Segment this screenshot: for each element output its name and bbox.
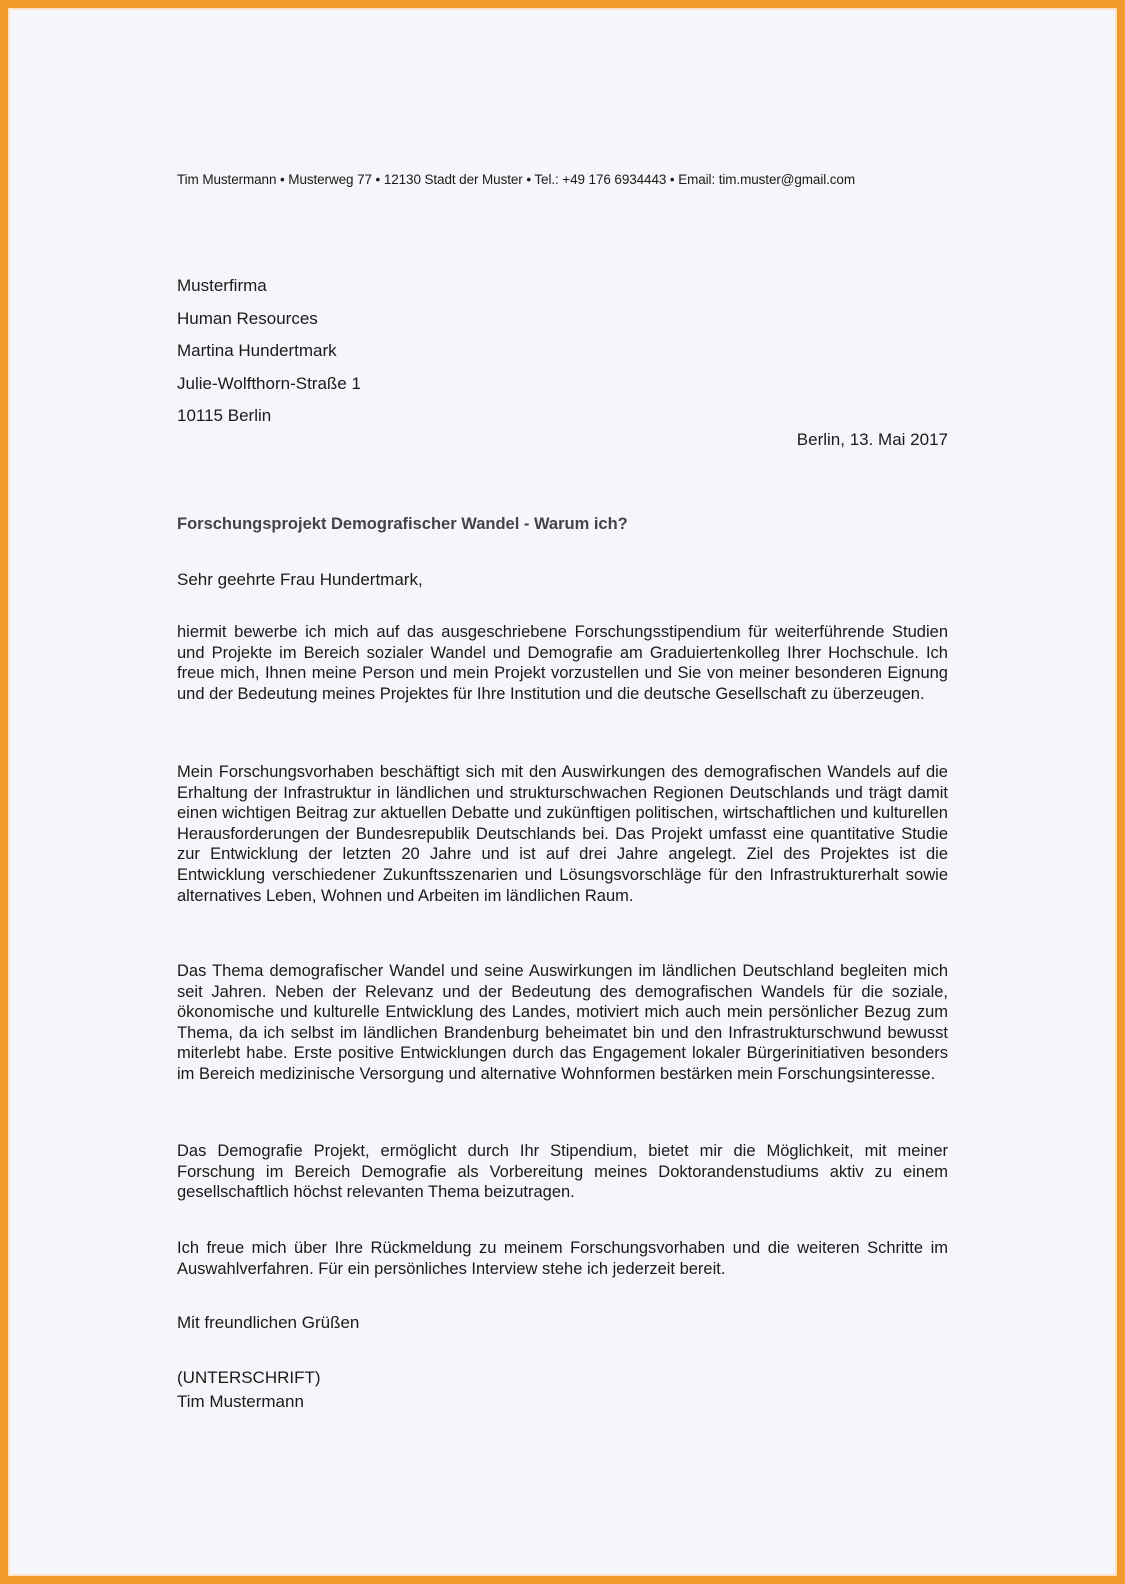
recipient-city: 10115 Berlin — [177, 406, 272, 425]
body-paragraph-2: Mein Forschungsvorhaben beschäftigt sich mit den Auswirkungen des demografischen Wandels auf die Erhaltung der Infrastruktur in ländlichen und strukturschwachen Regionen Deutschlands und trägt damit einen wichtigen Beitrag zur aktuellen Debatte und zukünftigen politischen, wirtschaftlichen und kulturellen Herausforderungen der Bundesrepublik Deutschlands bei. Das Projekt umfasst eine quantitative Studie zur Entwicklung der letzten 20 Jahre und ist auf drei Jahre angelegt. Ziel des Projektes ist die Entwicklung verschiedener Zukunftsszenarien und Lösungsvorschläge für den Infrastrukturerhalt sowie alternatives Leben, Wohnen und Arbeiten im ländlichen Raum. — [177, 763, 948, 905]
letter-date: Berlin, 13. Mai 2017 — [796, 430, 948, 449]
body-paragraph-5: Ich freue mich über Ihre Rückmeldung zu meinem Forschungsvorhaben und die weiteren Schritte im Auswahlverfahren. Für ein persönliches Interview stehe ich jederzeit bereit. — [177, 1239, 948, 1278]
salutation: Sehr geehrte Frau Hundertmark, — [177, 570, 423, 589]
body-paragraph-3: Das Thema demografischer Wandel und seine Auswirkungen im ländlichen Deutschland begleiten mich seit Jahren. Neben der Relevanz und der Bedeutung des demografischen Wandels für die soziale, ökonomische und kulturelle Entwicklung des Landes, motiviert mich auch mein persönlicher Bezug zum Thema, da ich selbst im ländlichen Brandenburg beheimatet bin und den Infrastrukturschwund bewusst miterlebt habe. Erste positive Entwicklungen durch das Engagement lokaler Bürgerinitiativen besonders im Bereich medizinische Versorgung und alternative Wohnformen bestärken mein Forschungsinteresse. — [177, 962, 948, 1083]
recipient-department: Human Resources — [177, 308, 318, 328]
signature-block — [177, 1366, 321, 1414]
closing-phrase: Mit freundlichen Grüßen — [177, 1313, 360, 1332]
letter-subject: Forschungsprojekt Demografischer Wandel - Warum ich? — [177, 515, 628, 533]
signature-placeholder: (UNTERSCHRIFT) — [177, 1368, 321, 1387]
signature-name: Tim Mustermann — [177, 1392, 304, 1411]
sender-address-line: Tim Mustermann • Musterweg 77 • 12130 Stadt der Muster • Tel.: +49 176 6934443 • Email: tim.muster@gmail.com — [177, 172, 855, 187]
recipient-street: Julie-Wolfthorn-Straße 1 — [177, 373, 361, 393]
recipient-address-block — [177, 270, 361, 433]
body-paragraph-4: Das Demografie Projekt, ermöglicht durch Ihr Stipendium, bietet mir die Möglichkeit, mit meiner Forschung im Bereich Demografie als Vorbereitung meines Doktorandenstudiums aktiv zu einem gesellschaftlich höchst relevanten Thema beizutragen. — [177, 1142, 948, 1202]
letter-page — [8, 8, 1117, 1576]
body-paragraph-1: hiermit bewerbe ich mich auf das ausgeschriebene Forschungsstipendium für weiterführende Studien und Projekte im Bereich sozialer Wandel und Demografie am Graduiertenkolleg Ihrer Hochschule. Ich freue mich, Ihnen meine Person und mein Projekt vorzustellen und Sie von meiner besonderen Eignung und der Bedeutung meines Projektes für Ihre Institution und die deutsche Gesellschaft zu überzeugen. — [177, 623, 948, 703]
recipient-company: Musterfirma — [177, 276, 267, 295]
recipient-contact: Martina Hundertmark — [177, 341, 337, 360]
